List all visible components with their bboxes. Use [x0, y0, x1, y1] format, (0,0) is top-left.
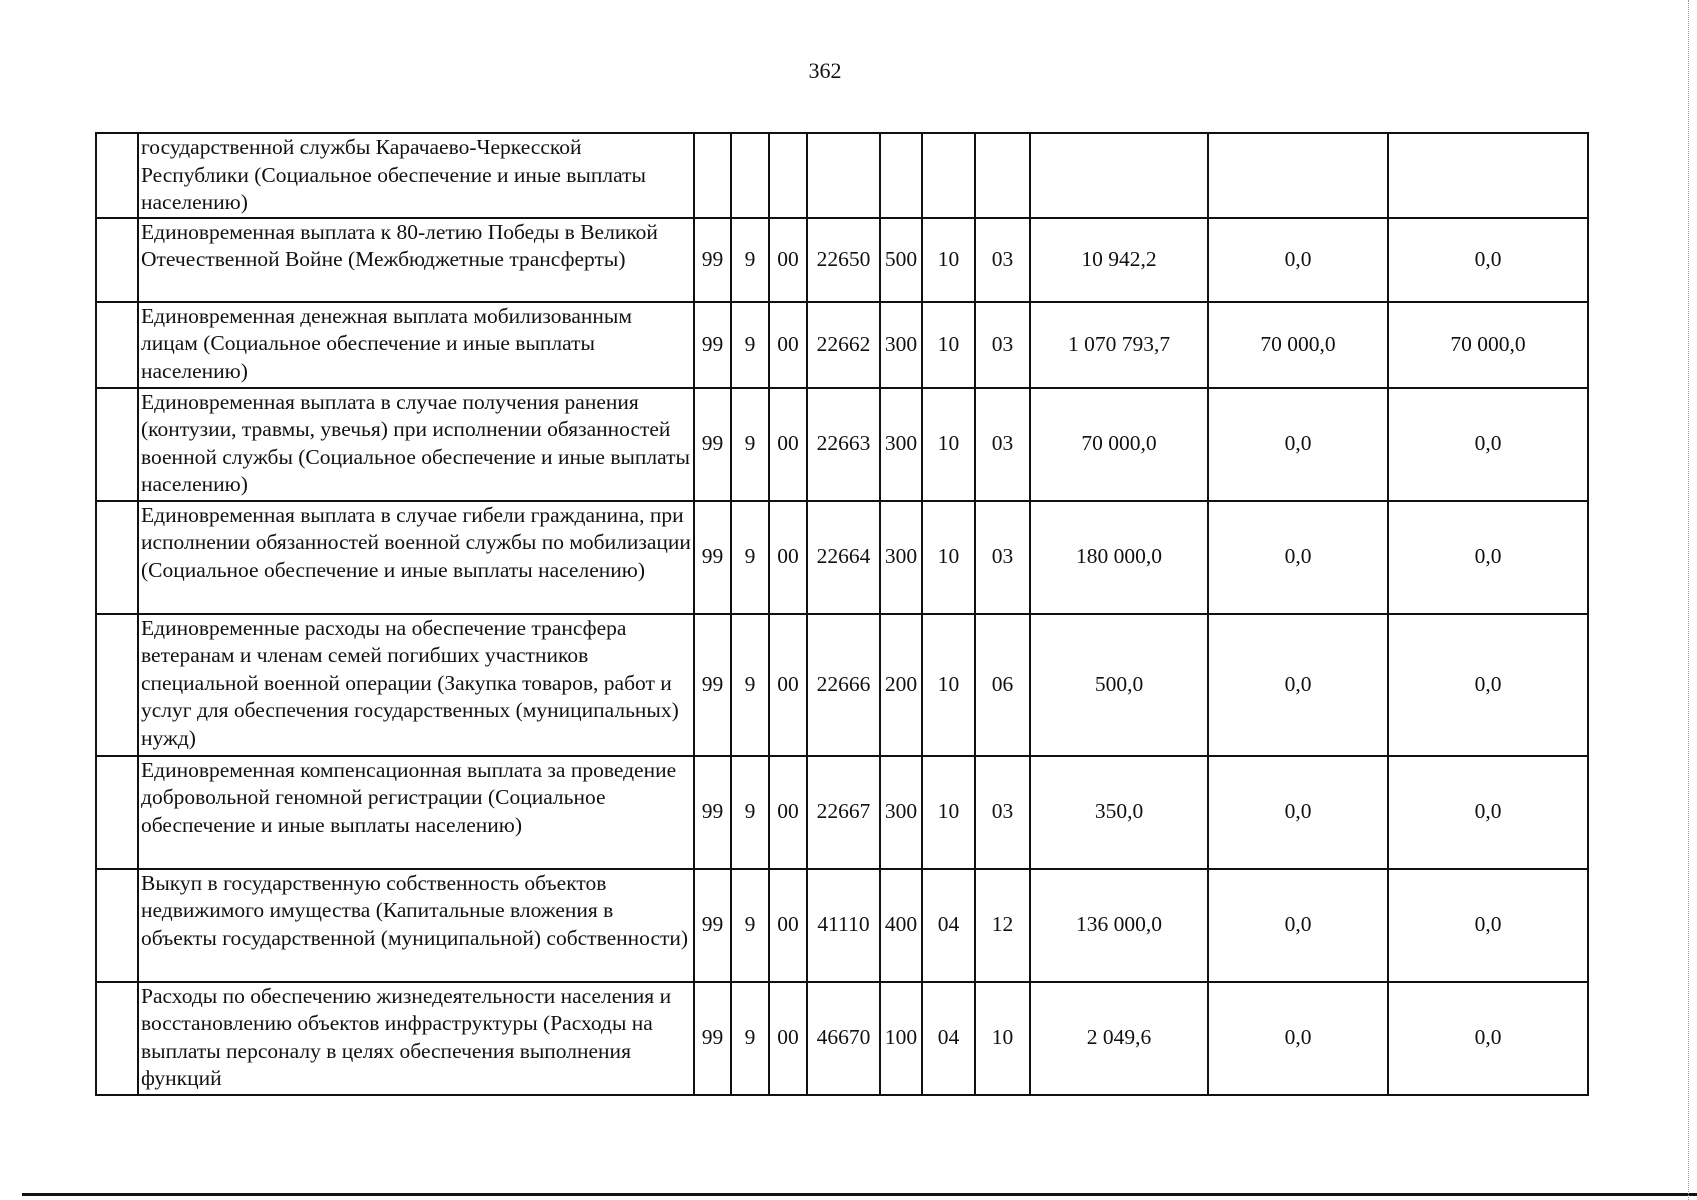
code-cell: 10 [922, 501, 975, 614]
code-cell: 41110 [807, 869, 880, 982]
code-cell: 03 [975, 756, 1030, 869]
code-cell: 300 [880, 501, 922, 614]
code-cell: 22667 [807, 756, 880, 869]
amount-cell: 0,0 [1208, 756, 1388, 869]
description-cell: Единовременная выплата в случае получения ранения (контузии, травмы, увечья) при исполнении обязанностей военной службы (Социальное обеспечение и иные выплаты населению) [138, 388, 694, 501]
table-row [96, 869, 1588, 982]
amount-cell: 0,0 [1388, 218, 1588, 302]
code-cell: 00 [769, 756, 807, 869]
row-number-cell [96, 756, 138, 869]
bottom-rule [22, 1193, 1697, 1196]
code-cell: 9 [731, 614, 769, 756]
code-cell: 22664 [807, 501, 880, 614]
code-cell: 00 [769, 388, 807, 501]
budget-table [95, 132, 1589, 1096]
code-cell: 00 [769, 869, 807, 982]
description-cell: Единовременная денежная выплата мобилизованным лицам (Социальное обеспечение и иные выплаты населению) [138, 302, 694, 388]
amount-cell: 0,0 [1388, 614, 1588, 756]
table-row [96, 302, 1588, 388]
code-cell [922, 133, 975, 218]
code-cell: 99 [694, 982, 731, 1095]
row-number-cell [96, 133, 138, 218]
amount-cell: 0,0 [1208, 501, 1388, 614]
code-cell [731, 133, 769, 218]
description-cell: Единовременная выплата к 80-летию Победы в Великой Отечественной Войне (Межбюджетные трансферты) [138, 218, 694, 302]
amount-cell: 70 000,0 [1388, 302, 1588, 388]
code-cell: 10 [922, 614, 975, 756]
table-row [96, 133, 1588, 218]
amount-cell: 0,0 [1208, 614, 1388, 756]
code-cell: 9 [731, 302, 769, 388]
amount-cell [1388, 133, 1588, 218]
code-cell: 99 [694, 614, 731, 756]
amount-cell: 0,0 [1208, 869, 1388, 982]
code-cell: 9 [731, 982, 769, 1095]
code-cell: 99 [694, 388, 731, 501]
code-cell: 04 [922, 869, 975, 982]
description-cell: Выкуп в государственную собственность объектов недвижимого имущества (Капитальные вложения в объекты государственной (муниципальной) собственности) [138, 869, 694, 982]
code-cell: 9 [731, 501, 769, 614]
code-cell: 22666 [807, 614, 880, 756]
code-cell: 99 [694, 869, 731, 982]
code-cell: 400 [880, 869, 922, 982]
code-cell: 200 [880, 614, 922, 756]
amount-cell [1208, 133, 1388, 218]
amount-cell: 0,0 [1388, 869, 1588, 982]
code-cell: 9 [731, 869, 769, 982]
code-cell: 00 [769, 982, 807, 1095]
code-cell: 100 [880, 982, 922, 1095]
code-cell: 10 [922, 302, 975, 388]
code-cell: 300 [880, 302, 922, 388]
row-number-cell [96, 614, 138, 756]
code-cell [769, 133, 807, 218]
amount-cell: 0,0 [1388, 982, 1588, 1095]
code-cell: 99 [694, 501, 731, 614]
table-row [96, 756, 1588, 869]
code-cell: 300 [880, 756, 922, 869]
amount-cell: 136 000,0 [1030, 869, 1208, 982]
code-cell: 10 [922, 756, 975, 869]
description-cell: Расходы по обеспечению жизнедеятельности населения и восстановлению объектов инфраструктуры (Расходы на выплаты персоналу в целях обеспечения выполнения функций [138, 982, 694, 1095]
code-cell: 03 [975, 501, 1030, 614]
code-cell [807, 133, 880, 218]
amount-cell: 0,0 [1388, 756, 1588, 869]
amount-cell: 0,0 [1208, 388, 1388, 501]
table-row [96, 501, 1588, 614]
code-cell [880, 133, 922, 218]
row-number-cell [96, 869, 138, 982]
code-cell: 10 [922, 388, 975, 501]
code-cell [975, 133, 1030, 218]
code-cell: 00 [769, 501, 807, 614]
amount-cell: 180 000,0 [1030, 501, 1208, 614]
amount-cell: 2 049,6 [1030, 982, 1208, 1095]
code-cell: 500 [880, 218, 922, 302]
table-row [96, 388, 1588, 501]
code-cell: 03 [975, 388, 1030, 501]
code-cell: 99 [694, 302, 731, 388]
amount-cell: 10 942,2 [1030, 218, 1208, 302]
amount-cell [1030, 133, 1208, 218]
code-cell: 22663 [807, 388, 880, 501]
scan-edge-mark [1686, 0, 1689, 1200]
code-cell: 99 [694, 218, 731, 302]
description-cell: государственной службы Карачаево-Черкесской Республики (Социальное обеспечение и иные выплаты населению) [138, 133, 694, 218]
description-cell: Единовременная выплата в случае гибели гражданина, при исполнении обязанностей военной службы по мобилизации (Социальное обеспечение и иные выплаты населению) [138, 501, 694, 614]
amount-cell: 350,0 [1030, 756, 1208, 869]
code-cell: 22650 [807, 218, 880, 302]
row-number-cell [96, 218, 138, 302]
amount-cell: 500,0 [1030, 614, 1208, 756]
row-number-cell [96, 982, 138, 1095]
code-cell: 03 [975, 302, 1030, 388]
code-cell: 46670 [807, 982, 880, 1095]
code-cell: 04 [922, 982, 975, 1095]
code-cell: 03 [975, 218, 1030, 302]
code-cell: 22662 [807, 302, 880, 388]
row-number-cell [96, 302, 138, 388]
table-body [96, 133, 1588, 1095]
amount-cell: 0,0 [1388, 501, 1588, 614]
table-row [96, 982, 1588, 1095]
code-cell: 00 [769, 218, 807, 302]
code-cell: 12 [975, 869, 1030, 982]
code-cell: 06 [975, 614, 1030, 756]
description-cell: Единовременные расходы на обеспечение трансфера ветеранам и членам семей погибших участников специальной военной операции (Закупка товаров, работ и услуг для обеспечения государственных (муниципальных) нужд) [138, 614, 694, 756]
code-cell: 300 [880, 388, 922, 501]
amount-cell: 70 000,0 [1030, 388, 1208, 501]
code-cell: 9 [731, 756, 769, 869]
row-number-cell [96, 388, 138, 501]
code-cell: 10 [975, 982, 1030, 1095]
code-cell [694, 133, 731, 218]
amount-cell: 1 070 793,7 [1030, 302, 1208, 388]
amount-cell: 0,0 [1208, 982, 1388, 1095]
amount-cell: 0,0 [1208, 218, 1388, 302]
code-cell: 99 [694, 756, 731, 869]
description-cell: Единовременная компенсационная выплата за проведение добровольной геномной регистрации (Социальное обеспечение и иные выплаты населению) [138, 756, 694, 869]
amount-cell: 70 000,0 [1208, 302, 1388, 388]
code-cell: 00 [769, 302, 807, 388]
table-row [96, 218, 1588, 302]
row-number-cell [96, 501, 138, 614]
amount-cell: 0,0 [1388, 388, 1588, 501]
table-row [96, 614, 1588, 756]
code-cell: 00 [769, 614, 807, 756]
code-cell: 9 [731, 388, 769, 501]
page-number: 362 [808, 58, 842, 83]
code-cell: 9 [731, 218, 769, 302]
code-cell: 10 [922, 218, 975, 302]
